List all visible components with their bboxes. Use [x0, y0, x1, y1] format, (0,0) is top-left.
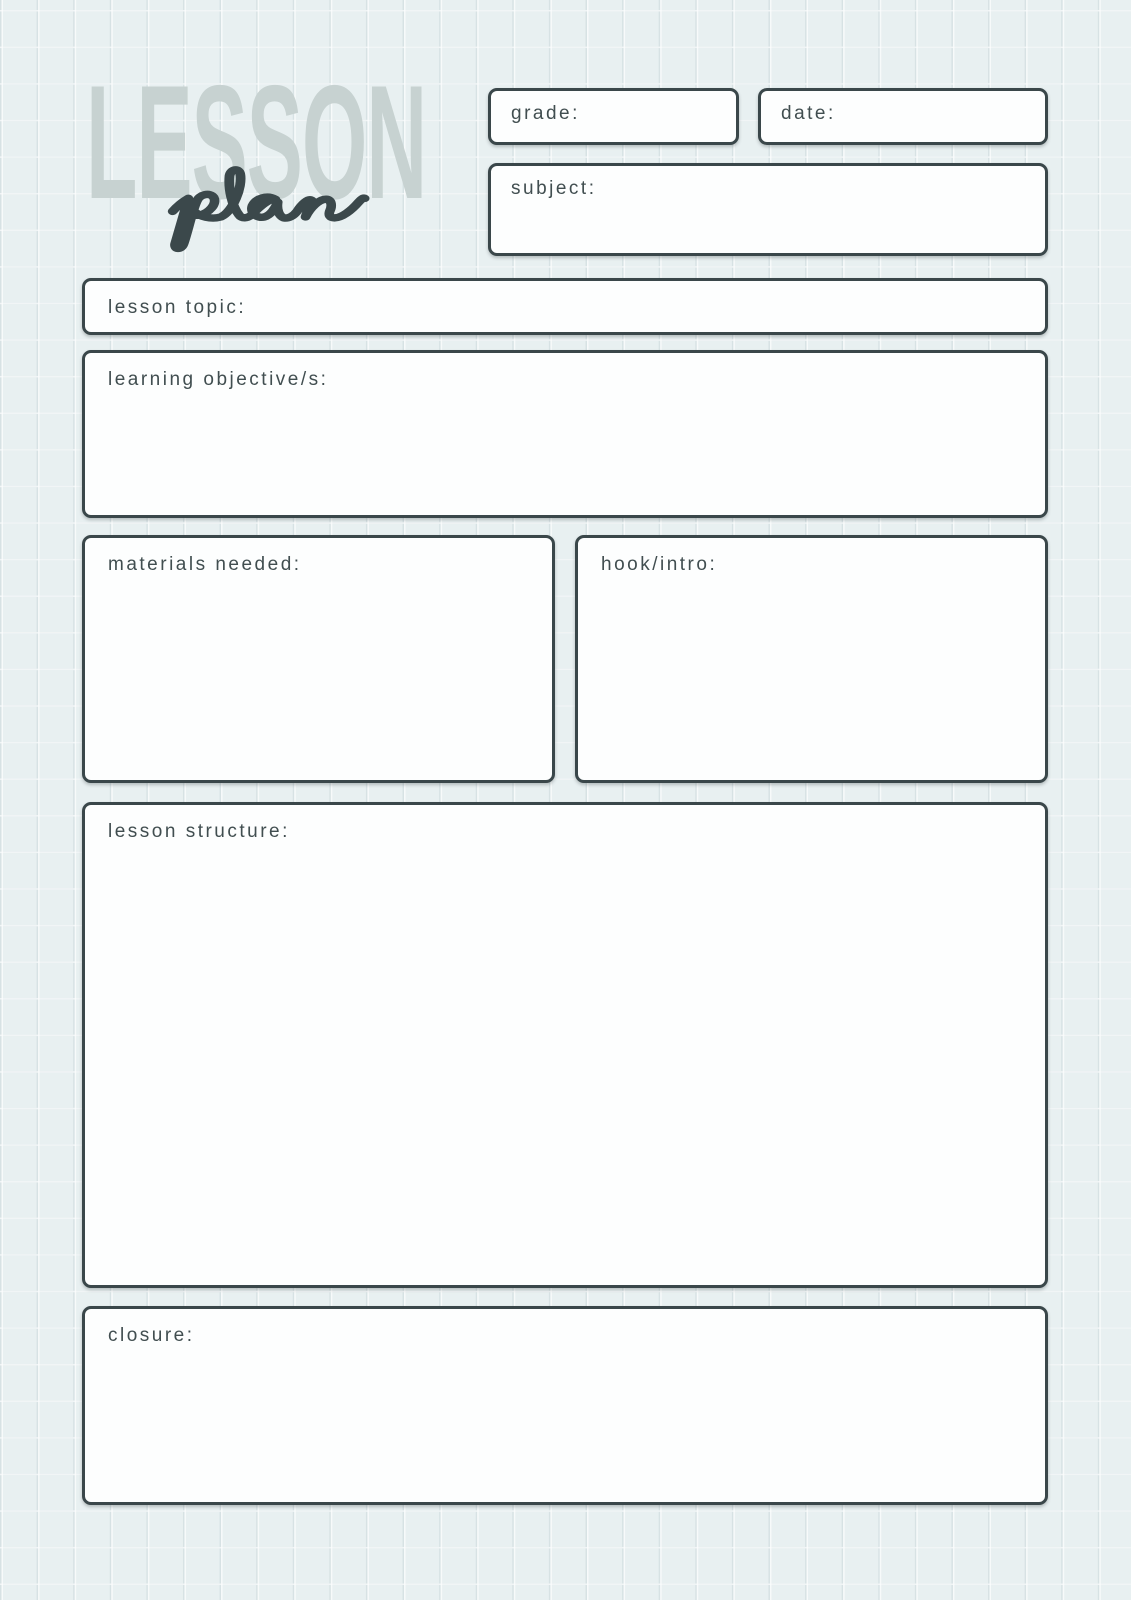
subject-label: subject:	[511, 178, 597, 199]
learning-objectives-label: learning objective/s:	[108, 369, 329, 390]
hook-intro-label: hook/intro:	[601, 554, 718, 575]
lesson-structure-label: lesson structure:	[108, 821, 290, 842]
materials-needed-field	[82, 535, 555, 783]
page-title: LESSON	[86, 52, 427, 233]
date-label: date:	[781, 103, 836, 124]
grade-label: grade:	[511, 103, 580, 124]
hook-intro-field	[575, 535, 1048, 783]
learning-objectives-field	[82, 350, 1048, 518]
lesson-topic-field	[82, 278, 1048, 335]
page-title-script	[163, 163, 378, 256]
grade-field	[488, 88, 739, 145]
date-field	[758, 88, 1048, 145]
materials-needed-label: materials needed:	[108, 554, 302, 575]
closure-field	[82, 1306, 1048, 1505]
lesson-structure-field	[82, 802, 1048, 1288]
closure-label: closure:	[108, 1325, 195, 1346]
lesson-topic-label: lesson topic:	[108, 297, 247, 318]
subject-field	[488, 163, 1048, 256]
